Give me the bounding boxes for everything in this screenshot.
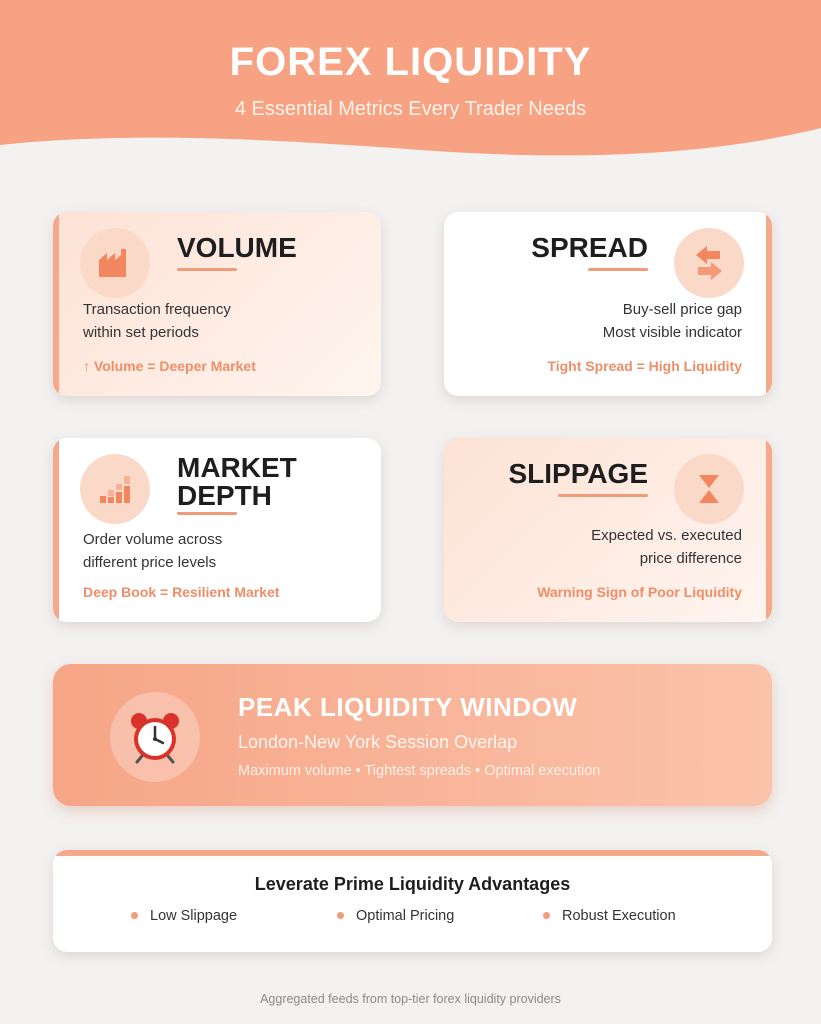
card-description: Transaction frequency within set periods xyxy=(83,301,231,341)
alarm-clock-icon xyxy=(110,692,200,782)
bullet-dot-icon xyxy=(131,912,138,919)
card-title: VOLUME xyxy=(177,232,297,263)
header-banner xyxy=(0,0,821,170)
metric-card-slippage xyxy=(444,438,772,622)
title-underline xyxy=(177,512,237,515)
card-tagline: Tight Spread = High Liquidity xyxy=(547,358,742,374)
metric-card-market-depth xyxy=(53,438,381,622)
card-tagline: Warning Sign of Poor Liquidity xyxy=(537,584,742,600)
card-title: MARKET DEPTH xyxy=(177,452,297,511)
card-description: Expected vs. executed price difference xyxy=(591,527,742,567)
advantage-item: Optimal Pricing xyxy=(337,908,454,924)
card-accent-bar xyxy=(53,212,59,396)
peak-liquidity-banner xyxy=(53,664,772,806)
advantage-item: Robust Execution xyxy=(543,908,676,924)
bullet-dot-icon xyxy=(337,912,344,919)
title-underline xyxy=(558,494,648,497)
advantages-title: Leverate Prime Liquidity Advantages xyxy=(254,874,571,894)
card-description: Order volume across different price levels xyxy=(83,531,223,571)
page-subtitle: 4 Essential Metrics Every Trader Needs xyxy=(234,98,587,120)
card-title: SLIPPAGE xyxy=(508,458,648,489)
card-title: SPREAD xyxy=(531,232,648,263)
card-accent-bar xyxy=(53,438,59,622)
card-description: Buy-sell price gap Most visible indicator xyxy=(602,301,742,341)
bullet-dot-icon xyxy=(543,912,550,919)
peak-note: Maximum volume • Tightest spreads • Optimal execution xyxy=(238,763,601,779)
advantages-panel xyxy=(53,850,772,952)
factory-icon xyxy=(80,228,150,298)
card-accent-bar xyxy=(766,438,772,622)
hourglass-icon xyxy=(674,454,744,524)
footer-note: Aggregated feeds from top-tier forex liquidity providers xyxy=(260,992,561,1006)
title-underline xyxy=(588,268,648,271)
header-wave-background xyxy=(0,0,821,170)
metric-card-volume xyxy=(53,212,381,396)
metric-card-spread xyxy=(444,212,772,396)
page-title: FOREX LIQUIDITY xyxy=(229,40,592,84)
advantage-item: Low Slippage xyxy=(131,908,237,924)
card-tagline: Deep Book = Resilient Market xyxy=(83,584,280,600)
arrows-icon xyxy=(674,228,744,298)
title-underline xyxy=(177,268,237,271)
card-tagline: ↑ Volume = Deeper Market xyxy=(83,358,256,374)
peak-title: PEAK LIQUIDITY WINDOW xyxy=(238,692,578,722)
card-accent-bar xyxy=(766,212,772,396)
panel-accent-bar xyxy=(53,850,772,856)
peak-subtitle: London-New York Session Overlap xyxy=(238,732,518,752)
bar-chart-icon xyxy=(80,454,150,524)
